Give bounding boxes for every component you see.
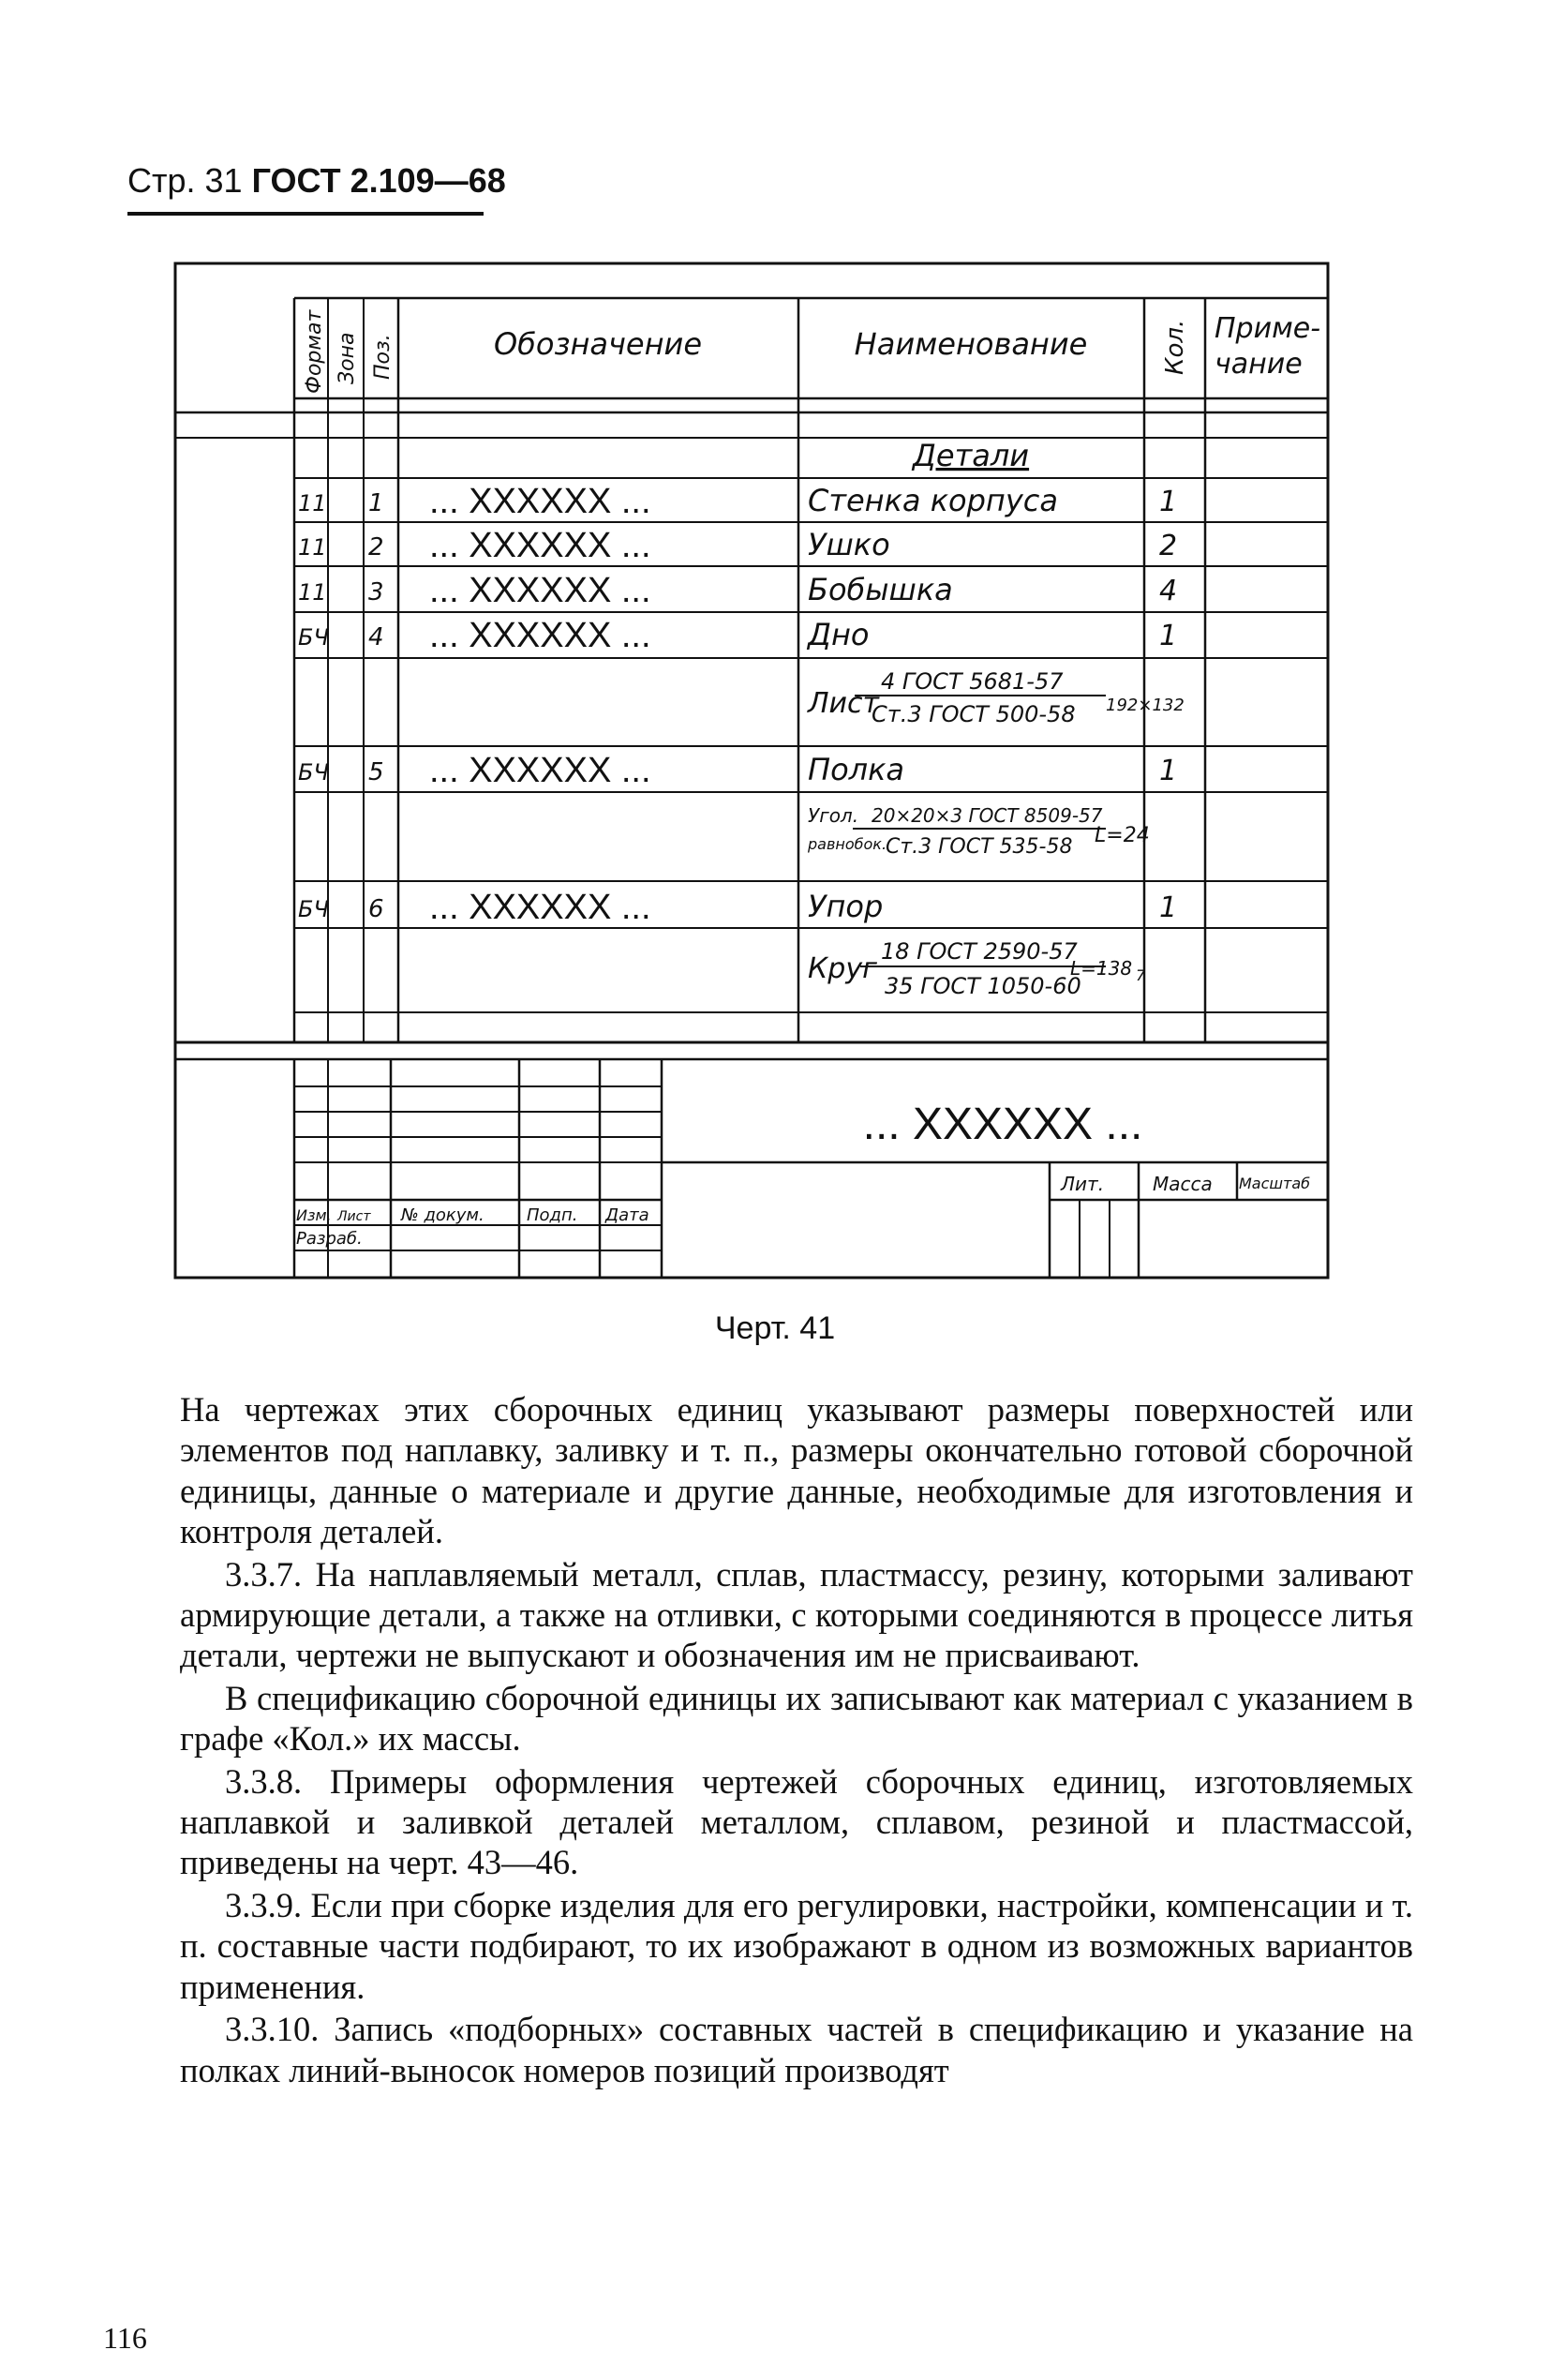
- col-zone-label: Зона: [335, 332, 359, 384]
- row-format: 11: [298, 490, 327, 516]
- material-bar-top: 18 ГОСТ 2590-57: [881, 938, 1078, 965]
- page-number: 116: [103, 2321, 147, 2355]
- col-note-label-1: Приме-: [1215, 312, 1321, 345]
- material-sheet-suffix: 192×132: [1106, 696, 1185, 715]
- material-angle-top: 20×20×3 ГОСТ 8509-57: [872, 804, 1103, 827]
- row-format: 11: [298, 534, 327, 561]
- row-name: Полка: [808, 752, 905, 787]
- row-pos: 4: [368, 623, 384, 651]
- figure-caption: Черт. 41: [714, 1310, 836, 1346]
- row-name: Упор: [808, 889, 884, 924]
- material-sheet-top: 4 ГОСТ 5681-57: [881, 668, 1064, 695]
- title-block-designation: ... XXXXXX ...: [862, 1100, 1143, 1149]
- paragraph: В спецификацию сборочной единицы их записывают как материал с указанием в графе «Кол.» их массы.: [180, 1678, 1413, 1759]
- row-designation: ... XXXXXX ...: [429, 526, 651, 565]
- col-pos-label: Поз.: [371, 334, 395, 380]
- material-angle-bottom: Ст.3 ГОСТ 535-58: [886, 835, 1073, 859]
- row-qty: 1: [1159, 891, 1178, 924]
- row-designation: ... XXXXXX ...: [429, 616, 651, 655]
- page-label: Стр. 31: [127, 161, 243, 200]
- row-pos: 3: [368, 578, 384, 606]
- paragraph: 3.3.7. На наплавляемый металл, сплав, пластмассу, резину, которыми заливают армирующие детали, а также на отливки, с которыми соединяются в процессе литья детали, чертежи не выпускают и обозначения им не присваивают.: [180, 1554, 1413, 1675]
- row-pos: 6: [368, 895, 384, 923]
- row-name: Ушко: [808, 527, 890, 562]
- row-name: Дно: [808, 617, 870, 652]
- row-designation: ... XXXXXX ...: [429, 751, 651, 790]
- paragraph: 3.3.8. Примеры оформления чертежей сборочных единиц, изготовляемых наплавкой и заливкой деталей металлом, сплавом, резиной и пластмассой, приведены на черт. 43—46.: [180, 1761, 1413, 1882]
- material-bar-suffix-index: 7: [1136, 966, 1146, 984]
- material-sheet-bottom: Ст.3 ГОСТ 500-58: [872, 701, 1076, 727]
- paragraph: 3.3.10. Запись «подборных» составных частей в спецификацию и указание на полках линий-выносок номеров позиций производят: [180, 2010, 1413, 2089]
- title-block-col-date: Дата: [605, 1205, 649, 1225]
- title-block-col-sign: Подп.: [527, 1205, 578, 1225]
- col-qty-label: Кол.: [1161, 319, 1189, 375]
- body-text: [180, 1389, 1413, 2090]
- col-designation-label: Обозначение: [493, 326, 703, 362]
- title-block-row-developer: Разраб.: [296, 1229, 363, 1249]
- col-note-label-2: чание: [1215, 348, 1303, 381]
- row-name: Бобышка: [808, 572, 953, 607]
- col-format-label: Формат: [303, 309, 326, 394]
- row-format: БЧ: [298, 759, 329, 786]
- material-angle-prefix-top: Угол.: [808, 804, 859, 827]
- paragraph: На чертежах этих сборочных единиц указывают размеры поверхностей или элементов под наплавку, заливку и т. п., размеры окончательно готовой сборочной единицы, данные о материале и другие данные, необходимые для изготовления и контроля деталей.: [180, 1390, 1413, 1551]
- material-angle-suffix: L=24: [1095, 824, 1150, 847]
- row-pos: 2: [368, 533, 384, 561]
- material-angle-prefix-bottom: равнобок.: [808, 835, 887, 853]
- row-pos: 1: [368, 489, 384, 517]
- row-qty: 2: [1159, 530, 1178, 562]
- row-designation: ... XXXXXX ...: [429, 888, 651, 927]
- row-designation: ... XXXXXX ...: [429, 571, 651, 610]
- title-block-col-list: Лист: [337, 1209, 371, 1224]
- row-pos: 5: [368, 758, 384, 786]
- row-format: БЧ: [298, 624, 329, 651]
- row-qty: 1: [1159, 755, 1178, 787]
- material-bar-bottom: 35 ГОСТ 1050-60: [885, 973, 1081, 999]
- row-designation: ... XXXXXX ...: [429, 482, 651, 521]
- title-block-mass-label: Масса: [1153, 1173, 1213, 1195]
- material-sheet-prefix: Лист: [808, 687, 880, 720]
- material-bar-prefix: Круг: [808, 952, 877, 985]
- row-qty: 4: [1159, 575, 1178, 607]
- material-bar-suffix: L=138: [1070, 957, 1133, 980]
- row-qty: 1: [1159, 486, 1178, 518]
- section-title: Детали: [912, 438, 1030, 473]
- title-block-col-doc: № докум.: [401, 1205, 484, 1225]
- row-name: Стенка корпуса: [808, 483, 1058, 518]
- paragraph: 3.3.9. Если при сборке изделия для его регулировки, настройки, компенсации и т. п. составные части подбирают, то их изображают в одном из возможных вариантов применения.: [180, 1885, 1413, 2006]
- title-block-scale-label: Масштаб: [1239, 1175, 1311, 1192]
- title-block-col-izm: Изм.: [296, 1206, 332, 1224]
- row-format: БЧ: [298, 896, 329, 922]
- row-format: 11: [298, 579, 327, 606]
- standard-number: ГОСТ 2.109—68: [251, 161, 506, 200]
- row-qty: 1: [1159, 620, 1178, 652]
- col-name-label: Наименование: [854, 326, 1088, 362]
- title-block-lit-label: Лит.: [1061, 1173, 1105, 1195]
